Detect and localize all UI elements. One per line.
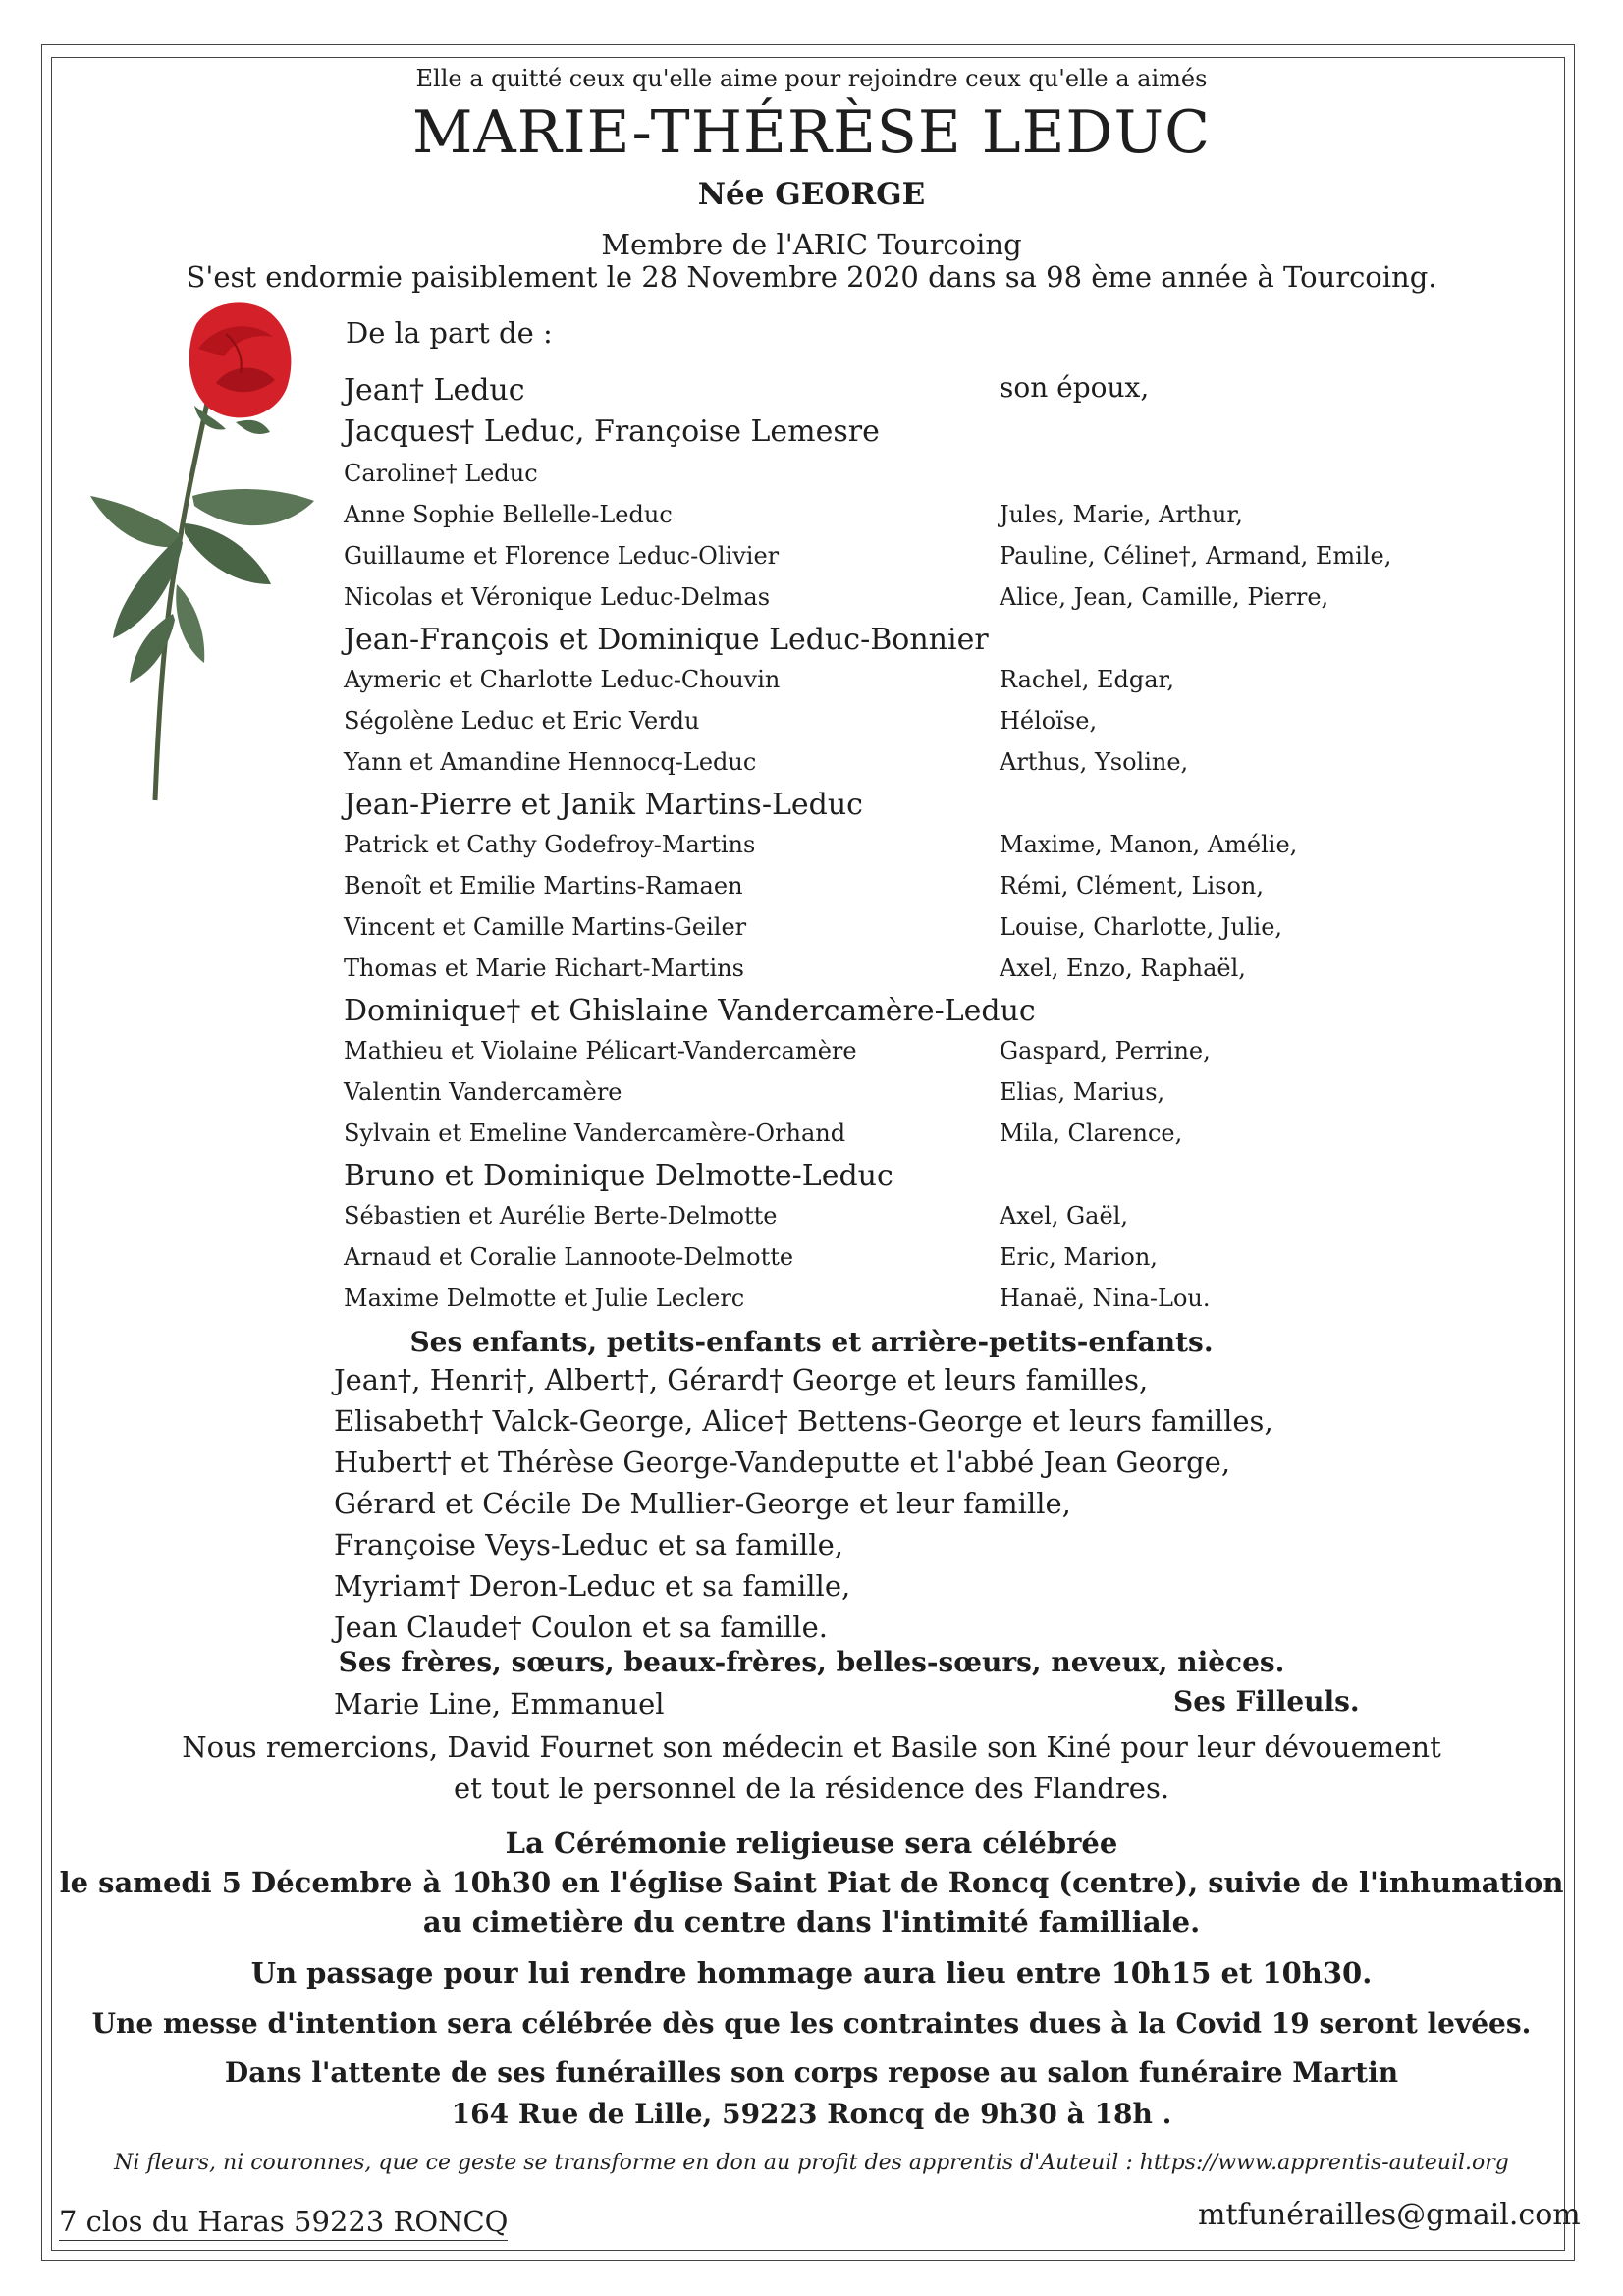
list-item: Mathieu et Violaine Pélicart-Vandercamère Gaspard, Perrine,	[344, 1037, 1211, 1065]
list-item: Thomas et Marie Richart-Martins Axel, Enzo, Raphaël,	[344, 955, 1246, 982]
list-item: Yann et Amandine Hennocq-Leduc Arthus, Ysoline,	[344, 748, 1189, 776]
list-item: Sébastien et Aurélie Berte-Delmotte Axel, Gaël,	[344, 1202, 1128, 1230]
list-item: Jean-François et Dominique Leduc-Bonnier	[344, 623, 989, 657]
deceased-name: MARIE-THÉRÈSE LEDUC	[411, 98, 1211, 167]
sibling-line: Jean†, Henri†, Albert†, Gérard† George et leurs familles,	[334, 1363, 1149, 1396]
membership: Membre de l'ARIC Tourcoing	[601, 228, 1022, 261]
list-item: Caroline† Leduc	[344, 460, 538, 487]
maiden-name: Née GEORGE	[697, 177, 926, 212]
list-item: Valentin Vandercamère Elias, Marius,	[344, 1078, 1165, 1106]
sibling-line: Hubert† et Thérèse George-Vandeputte et l'abbé Jean George,	[334, 1446, 1231, 1479]
ceremony-line: La Cérémonie religieuse sera célébrée	[505, 1827, 1118, 1860]
list-item: Aymeric et Charlotte Leduc-Chouvin Rachel, Edgar,	[344, 666, 1174, 693]
thanks-line: Nous remercions, David Fournet son médecin et Basile son Kiné pour leur dévouement	[182, 1730, 1441, 1764]
tribute-info: Un passage pour lui rendre hommage aura lieu entre 10h15 et 10h30.	[250, 1956, 1373, 1990]
de-la-part-label: De la part de :	[346, 316, 553, 350]
list-item: Anne Sophie Bellelle-Leduc Jules, Marie, Arthur,	[344, 501, 1243, 528]
siblings-caption: Ses frères, sœurs, beaux-frères, belles-sœurs, neveux, nièces.	[338, 1646, 1285, 1678]
funeral-home-line: 164 Rue de Lille, 59223 Roncq de 9h30 à 18h .	[451, 2098, 1172, 2130]
sibling-line: Jean Claude† Coulon et sa famille.	[334, 1611, 828, 1644]
list-item: Arnaud et Coralie Lannoote-Delmotte Eric, Marion,	[344, 1243, 1158, 1271]
list-item: Guillaume et Florence Leduc-Olivier Pauline, Céline†, Armand, Emile,	[344, 542, 1392, 570]
list-item: Jean-Pierre et Janik Martins-Leduc	[344, 788, 863, 822]
death-statement: S'est endormie paisiblement le 28 Novembre 2020 dans sa 98 ème année à Tourcoing.	[186, 260, 1437, 294]
list-item: Bruno et Dominique Delmotte-Leduc	[344, 1159, 893, 1193]
sibling-line: Elisabeth† Valck-George, Alice† Bettens-George et leurs familles,	[334, 1404, 1273, 1438]
list-item: Sylvain et Emeline Vandercamère-Orhand Mila, Clarence,	[344, 1120, 1183, 1147]
list-item: Maxime Delmotte et Julie Leclerc Hanaë, Nina-Lou.	[344, 1285, 1211, 1312]
list-item: Jacques† Leduc, Françoise Lemesre	[344, 414, 880, 449]
footer-email[interactable]: mtfunérailles@gmail.com	[1198, 2198, 1581, 2232]
no-flowers-notice: Ni fleurs, ni couronnes, que ce geste se transforme en don au profit des apprentis d'Auteuil : https://www.apprentis-auteuil.org	[114, 2151, 1509, 2175]
ceremony-line: au cimetière du centre dans l'intimité familliale.	[422, 1905, 1201, 1939]
children-caption: Ses enfants, petits-enfants et arrière-petits-enfants.	[409, 1326, 1214, 1358]
ceremony-line: le samedi 5 Décembre à 10h30 en l'église Saint Piat de Roncq (centre), suivie de l'inhumation	[59, 1866, 1564, 1899]
list-item: Jean† Leduc son époux,	[344, 371, 1150, 408]
sibling-line: Myriam† Deron-Leduc et sa famille,	[334, 1569, 851, 1603]
footer-address: 7 clos du Haras 59223 RONCQ	[59, 2205, 508, 2241]
godchildren-caption: Ses Filleuls.	[1173, 1685, 1360, 1718]
funeral-home-line: Dans l'attente de ses funérailles son corps repose au salon funéraire Martin	[224, 2056, 1399, 2089]
mass-info: Une messe d'intention sera célébrée dès que les contraintes dues à la Covid 19 seront levées.	[91, 2007, 1532, 2040]
list-item: Patrick et Cathy Godefroy-Martins Maxime, Manon, Amélie,	[344, 831, 1298, 858]
list-item: Ségolène Leduc et Eric Verdu Héloïse,	[344, 707, 1098, 735]
sibling-line: Françoise Veys-Leduc et sa famille,	[334, 1528, 843, 1561]
list-item: Benoît et Emilie Martins-Ramaen Rémi, Clément, Lison,	[344, 872, 1264, 900]
list-item: Nicolas et Véronique Leduc-Delmas Alice, Jean, Camille, Pierre,	[344, 583, 1329, 611]
sibling-line: Gérard et Cécile De Mullier-George et leur famille,	[334, 1487, 1071, 1520]
header-quote: Elle a quitté ceux qu'elle aime pour rejoindre ceux qu'elle a aimés	[415, 65, 1208, 92]
list-item: Dominique† et Ghislaine Vandercamère-Leduc	[344, 994, 1036, 1028]
list-item: Vincent et Camille Martins-Geiler Louise, Charlotte, Julie,	[344, 913, 1283, 941]
thanks-line: et tout le personnel de la résidence des Flandres.	[453, 1772, 1170, 1805]
godchildren-names: Marie Line, Emmanuel	[334, 1687, 665, 1721]
